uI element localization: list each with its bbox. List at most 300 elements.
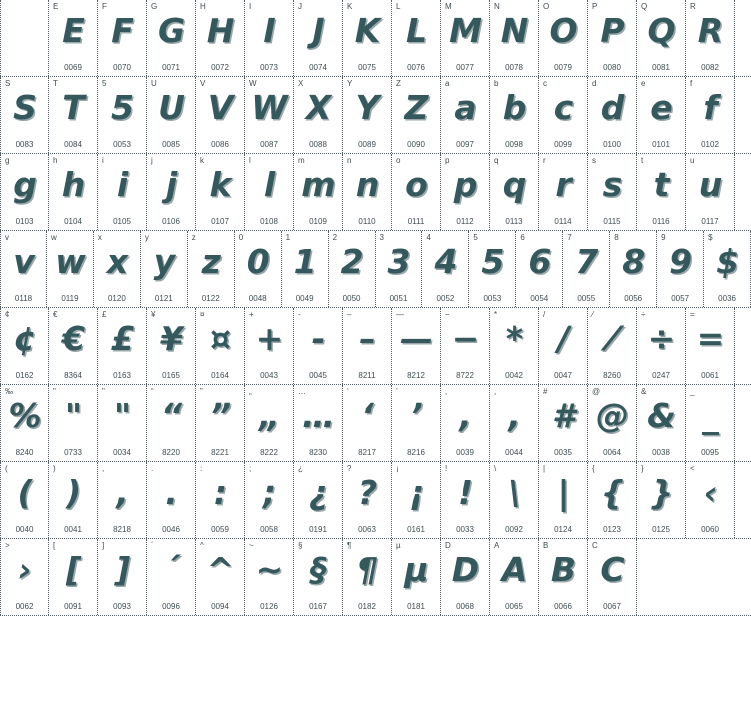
charmap-cell[interactable] xyxy=(343,385,392,461)
char-label: R xyxy=(690,2,696,11)
charmap-cell[interactable] xyxy=(441,462,490,538)
charmap-cell[interactable] xyxy=(469,231,516,307)
charmap-cell[interactable] xyxy=(392,154,441,230)
char-glyph: ^ xyxy=(206,550,234,589)
char-label: − xyxy=(445,310,450,319)
charmap-cell[interactable] xyxy=(539,539,588,615)
char-code: 0067 xyxy=(603,602,621,611)
char-label: . xyxy=(151,464,154,473)
char-code: 0043 xyxy=(260,371,278,380)
charmap-cell[interactable] xyxy=(245,154,294,230)
char-label: d xyxy=(592,79,597,88)
char-code: 0162 xyxy=(15,371,34,380)
charmap-cell[interactable] xyxy=(294,539,343,615)
charmap-cell[interactable] xyxy=(98,385,147,461)
char-glyph: x xyxy=(106,242,128,281)
char-glyph: − xyxy=(451,319,479,358)
char-glyph: S xyxy=(13,88,36,127)
charmap-cell[interactable] xyxy=(98,154,147,230)
charmap-cell[interactable] xyxy=(441,0,490,76)
charmap-cell[interactable] xyxy=(392,308,441,384)
char-code: 8364 xyxy=(64,371,82,380)
char-label: Z xyxy=(396,79,401,88)
char-label: U xyxy=(151,79,157,88)
char-glyph: X xyxy=(305,88,331,127)
charmap-cell[interactable] xyxy=(686,462,735,538)
char-label: i xyxy=(102,156,104,165)
charmap-cell[interactable] xyxy=(539,154,588,230)
char-label: e xyxy=(641,79,646,88)
char-label: C xyxy=(592,541,598,550)
char-label: ⁄ xyxy=(592,310,594,319)
char-glyph: € xyxy=(62,319,84,358)
char-glyph: g xyxy=(13,165,36,204)
charmap-cell[interactable] xyxy=(490,462,539,538)
charmap-cell[interactable] xyxy=(98,308,147,384)
char-code: 0036 xyxy=(718,294,736,303)
char-glyph: E xyxy=(62,11,84,50)
charmap-cell[interactable] xyxy=(392,539,441,615)
char-glyph: I xyxy=(263,11,275,50)
charmap-cell[interactable] xyxy=(610,231,657,307)
charmap-cell[interactable] xyxy=(94,231,141,307)
char-label: 8 xyxy=(614,233,619,242)
char-code: 0066 xyxy=(554,602,572,611)
charmap-cell[interactable] xyxy=(343,539,392,615)
char-glyph: 5 xyxy=(481,242,504,281)
charmap-cell[interactable] xyxy=(0,154,49,230)
char-glyph: 8 xyxy=(622,242,645,281)
char-code: 0106 xyxy=(162,217,180,226)
char-label: # xyxy=(543,387,548,396)
charmap-cell[interactable] xyxy=(539,77,588,153)
char-glyph: + xyxy=(255,319,283,358)
charmap-cell[interactable] xyxy=(49,385,98,461)
charmap-cell[interactable] xyxy=(49,308,98,384)
char-code: 0075 xyxy=(358,63,376,72)
char-glyph: ⁄ xyxy=(609,319,615,358)
char-label: T xyxy=(53,79,58,88)
char-glyph: c xyxy=(553,88,573,127)
charmap-cell[interactable] xyxy=(343,77,392,153)
char-code: 0125 xyxy=(652,525,670,534)
char-code: 0116 xyxy=(652,217,670,226)
char-glyph: H xyxy=(206,11,234,50)
charmap-cell[interactable] xyxy=(490,154,539,230)
char-code: 0053 xyxy=(113,140,131,149)
char-glyph: ” xyxy=(209,396,231,435)
charmap-cell[interactable] xyxy=(98,462,147,538)
char-glyph: ] xyxy=(114,550,130,589)
char-label: ‰ xyxy=(5,387,13,396)
charmap-cell[interactable] xyxy=(147,0,196,76)
char-glyph: F xyxy=(111,11,133,50)
charmap-cell[interactable] xyxy=(392,77,441,153)
char-glyph: w xyxy=(55,242,85,281)
charmap-cell[interactable] xyxy=(147,154,196,230)
charmap-cell[interactable] xyxy=(141,231,188,307)
charmap-cell[interactable] xyxy=(686,77,735,153)
char-glyph: L xyxy=(405,11,427,50)
char-code: 0124 xyxy=(554,525,572,534)
char-code: 0163 xyxy=(113,371,131,380)
char-code: 0065 xyxy=(505,602,523,611)
charmap-cell[interactable] xyxy=(0,539,49,615)
charmap-cell[interactable] xyxy=(588,0,637,76)
char-code: 0062 xyxy=(15,602,34,611)
char-glyph: M xyxy=(449,11,481,50)
charmap-cell[interactable] xyxy=(588,462,637,538)
char-glyph: / xyxy=(557,319,569,358)
char-glyph: ! xyxy=(457,473,473,512)
charmap-row xyxy=(0,385,751,462)
char-glyph: ¶ xyxy=(357,550,377,589)
charmap-cell[interactable] xyxy=(0,231,47,307)
char-label: " xyxy=(53,387,56,396)
charmap-cell[interactable] xyxy=(49,154,98,230)
char-label: N xyxy=(494,2,500,11)
char-code: 8221 xyxy=(211,448,229,457)
char-code: 0096 xyxy=(162,602,180,611)
char-code: 0057 xyxy=(671,294,690,303)
charmap-cell[interactable] xyxy=(343,154,392,230)
char-label: K xyxy=(347,2,353,11)
char-label: q xyxy=(494,156,499,165)
char-label: $ xyxy=(708,233,713,242)
charmap-cell[interactable] xyxy=(294,308,343,384)
charmap-row xyxy=(0,154,751,231)
charmap-cell[interactable] xyxy=(147,308,196,384)
charmap-cell[interactable] xyxy=(245,539,294,615)
char-glyph: Z xyxy=(404,88,428,127)
charmap-cell[interactable] xyxy=(147,539,196,615)
char-code: 0092 xyxy=(505,525,523,534)
char-glyph: µ xyxy=(404,550,428,589)
char-label: > xyxy=(5,541,10,550)
char-code: 0088 xyxy=(309,140,327,149)
char-label: m xyxy=(298,156,305,165)
char-label: y xyxy=(144,233,149,242)
char-code: 0103 xyxy=(15,217,34,226)
charmap-cell[interactable] xyxy=(196,0,245,76)
charmap-cell[interactable] xyxy=(704,231,751,307)
char-label: j xyxy=(151,156,153,165)
char-label: ’ xyxy=(396,387,398,396)
charmap-cell[interactable] xyxy=(196,462,245,538)
charmap-cell[interactable] xyxy=(196,385,245,461)
charmap-cell[interactable] xyxy=(196,77,245,153)
char-code: 0044 xyxy=(505,448,523,457)
char-glyph: . xyxy=(165,473,177,512)
charmap-cell[interactable] xyxy=(196,539,245,615)
char-code: 0108 xyxy=(260,217,278,226)
char-glyph: * xyxy=(505,319,523,358)
char-glyph: z xyxy=(201,242,220,281)
char-glyph: " xyxy=(113,396,131,435)
char-code: 0161 xyxy=(407,525,425,534)
charmap-cell[interactable] xyxy=(422,231,469,307)
char-glyph: a xyxy=(454,88,476,127)
charmap-cell[interactable] xyxy=(343,462,392,538)
char-code: 0119 xyxy=(61,294,79,303)
charmap-cell[interactable] xyxy=(196,154,245,230)
char-glyph: t xyxy=(653,165,669,204)
charmap-cell[interactable] xyxy=(441,77,490,153)
char-label: o xyxy=(396,156,401,165)
charmap-cell[interactable] xyxy=(637,77,686,153)
charmap-cell[interactable] xyxy=(657,231,704,307)
charmap-cell[interactable] xyxy=(196,308,245,384)
char-glyph: … xyxy=(302,396,334,435)
char-glyph: 0 xyxy=(246,242,269,281)
char-label: g xyxy=(5,156,10,165)
charmap-cell[interactable] xyxy=(98,0,147,76)
char-code: 0100 xyxy=(603,140,621,149)
charmap-cell[interactable] xyxy=(490,539,539,615)
char-glyph: D xyxy=(451,550,479,589)
char-label: s xyxy=(592,156,596,165)
charmap-cell[interactable] xyxy=(686,0,735,76)
char-glyph: R xyxy=(697,11,723,50)
char-glyph: | xyxy=(557,473,569,512)
char-label: ¢ xyxy=(5,310,10,319)
charmap-cell[interactable] xyxy=(637,462,686,538)
char-label: Q xyxy=(641,2,648,11)
char-label: ; xyxy=(249,464,252,473)
charmap-cell[interactable] xyxy=(245,385,294,461)
charmap-cell[interactable] xyxy=(147,462,196,538)
charmap-cell[interactable] xyxy=(245,308,294,384)
char-code: 8218 xyxy=(113,525,131,534)
char-glyph: – xyxy=(359,319,375,358)
charmap-cell[interactable] xyxy=(539,0,588,76)
char-glyph: W xyxy=(251,88,287,127)
char-code: 0080 xyxy=(603,63,621,72)
char-glyph: 4 xyxy=(434,242,457,281)
charmap-cell[interactable] xyxy=(343,308,392,384)
char-label: ¥ xyxy=(151,310,156,319)
charmap-cell[interactable] xyxy=(637,308,686,384)
char-label: b xyxy=(494,79,499,88)
char-glyph: ‹ xyxy=(703,473,717,512)
charmap-cell[interactable] xyxy=(49,0,98,76)
char-label: " xyxy=(102,387,105,396)
charmap-cell[interactable] xyxy=(441,308,490,384)
charmap-cell[interactable] xyxy=(539,308,588,384)
charmap-cell[interactable] xyxy=(282,231,329,307)
charmap-cell[interactable] xyxy=(539,462,588,538)
char-glyph: Q xyxy=(647,11,675,50)
char-label: ‘ xyxy=(347,387,349,396)
char-label: § xyxy=(298,541,303,550)
char-code: 0122 xyxy=(201,294,220,303)
char-label: — xyxy=(396,310,404,319)
char-label: = xyxy=(690,310,695,319)
char-label: G xyxy=(151,2,158,11)
charmap-cell[interactable] xyxy=(686,154,735,230)
char-code: 8212 xyxy=(407,371,425,380)
char-glyph: ; xyxy=(262,473,276,512)
charmap-cell[interactable] xyxy=(294,0,343,76)
charmap-cell[interactable] xyxy=(49,462,98,538)
charmap-cell[interactable] xyxy=(0,385,49,461)
char-code: 0087 xyxy=(260,140,278,149)
char-code: 0086 xyxy=(211,140,229,149)
char-label: z xyxy=(191,233,196,242)
char-label: 3 xyxy=(379,233,384,242)
charmap-cell[interactable] xyxy=(245,77,294,153)
char-glyph: o xyxy=(405,165,427,204)
charmap-cell[interactable] xyxy=(147,385,196,461)
charmap-cell[interactable] xyxy=(686,385,735,461)
charmap-cell[interactable] xyxy=(490,0,539,76)
charmap-cell[interactable] xyxy=(294,385,343,461)
charmap-cell[interactable] xyxy=(245,0,294,76)
char-code: 0093 xyxy=(113,602,131,611)
charmap-cell[interactable] xyxy=(588,77,637,153)
charmap-cell[interactable] xyxy=(147,77,196,153)
char-label: £ xyxy=(102,310,107,319)
char-code: 0117 xyxy=(701,217,719,226)
charmap-cell[interactable] xyxy=(490,77,539,153)
char-label: “ xyxy=(151,387,154,396)
char-code: 0061 xyxy=(701,371,719,380)
char-glyph: K xyxy=(354,11,380,50)
char-glyph: ) xyxy=(65,473,81,512)
char-code: 0033 xyxy=(456,525,474,534)
charmap-cell[interactable] xyxy=(98,539,147,615)
char-code: 0126 xyxy=(260,602,278,611)
char-code: 0101 xyxy=(652,140,670,149)
char-code: 0079 xyxy=(554,63,572,72)
char-code: 0090 xyxy=(407,140,425,149)
char-label: f xyxy=(690,79,693,88)
char-label: O xyxy=(543,2,550,11)
char-glyph: C xyxy=(600,550,624,589)
char-label: ÷ xyxy=(641,310,646,319)
char-label: h xyxy=(53,156,58,165)
char-label: p xyxy=(445,156,450,165)
char-code: 0034 xyxy=(113,448,131,457)
char-label: < xyxy=(690,464,695,473)
charmap-cell[interactable] xyxy=(588,308,637,384)
char-glyph: f xyxy=(703,88,717,127)
charmap-cell[interactable] xyxy=(47,231,94,307)
char-code: 0060 xyxy=(701,525,719,534)
char-glyph: ‘ xyxy=(361,396,373,435)
char-label: I xyxy=(249,2,252,11)
char-label: * xyxy=(494,310,498,319)
charmap-cell[interactable] xyxy=(235,231,282,307)
charmap-cell[interactable] xyxy=(343,0,392,76)
char-glyph: % xyxy=(8,396,41,435)
char-code: 0077 xyxy=(456,63,474,72)
char-label: J xyxy=(298,2,302,11)
char-glyph: G xyxy=(157,11,185,50)
charmap-cell[interactable] xyxy=(49,77,98,153)
charmap-cell[interactable] xyxy=(0,462,49,538)
charmap-cell[interactable] xyxy=(637,385,686,461)
charmap-cell[interactable] xyxy=(329,231,376,307)
charmap-cell[interactable] xyxy=(294,154,343,230)
char-code: 0041 xyxy=(64,525,82,534)
charmap-cell[interactable] xyxy=(490,385,539,461)
char-glyph: , xyxy=(508,396,520,435)
charmap-cell[interactable] xyxy=(0,0,49,76)
char-glyph: $ xyxy=(716,242,739,281)
char-code: 0109 xyxy=(309,217,327,226)
charmap-cell[interactable] xyxy=(441,385,490,461)
char-glyph: s xyxy=(602,165,622,204)
charmap-cell[interactable] xyxy=(0,77,49,153)
charmap-cell[interactable] xyxy=(392,385,441,461)
charmap-cell[interactable] xyxy=(188,231,235,307)
charmap-cell[interactable] xyxy=(490,308,539,384)
char-code: 0040 xyxy=(15,525,34,534)
charmap-cell[interactable] xyxy=(441,154,490,230)
charmap-cell[interactable] xyxy=(588,539,637,615)
char-label: @ xyxy=(592,387,601,396)
char-glyph: } xyxy=(649,473,673,512)
char-label: 0 xyxy=(238,233,244,242)
char-code: 0164 xyxy=(211,371,229,380)
charmap-cell[interactable] xyxy=(637,0,686,76)
charmap-cell[interactable] xyxy=(516,231,563,307)
char-code: 8230 xyxy=(309,448,327,457)
charmap-cell[interactable] xyxy=(588,154,637,230)
char-code: 0112 xyxy=(456,217,474,226)
char-code: 0099 xyxy=(554,140,572,149)
char-code: 8240 xyxy=(15,448,34,457)
charmap-cell[interactable] xyxy=(49,539,98,615)
charmap-cell[interactable] xyxy=(441,539,490,615)
char-code: 0084 xyxy=(64,140,82,149)
charmap-cell[interactable] xyxy=(376,231,423,307)
char-glyph: “ xyxy=(160,396,182,435)
charmap-cell[interactable] xyxy=(637,154,686,230)
char-code: 0085 xyxy=(162,140,180,149)
char-glyph: l xyxy=(263,165,275,204)
charmap-cell[interactable] xyxy=(0,308,49,384)
char-label: v xyxy=(5,233,9,242)
char-label: A xyxy=(494,541,500,550)
charmap-cell[interactable] xyxy=(98,77,147,153)
char-label: 6 xyxy=(520,233,525,242)
char-label: 1 xyxy=(285,233,291,242)
charmap-cell[interactable] xyxy=(392,0,441,76)
char-label: t xyxy=(641,156,644,165)
charmap-cell[interactable] xyxy=(539,385,588,461)
char-glyph: ´ xyxy=(163,550,179,589)
char-code: 0063 xyxy=(358,525,376,534)
char-code: 0038 xyxy=(652,448,670,457)
charmap-cell[interactable] xyxy=(294,77,343,153)
charmap-cell[interactable] xyxy=(588,385,637,461)
char-label: 5 xyxy=(102,79,107,88)
charmap-cell[interactable] xyxy=(392,462,441,538)
char-glyph: - xyxy=(311,319,325,358)
charmap-row xyxy=(0,0,751,77)
charmap-cell[interactable] xyxy=(245,462,294,538)
charmap-cell[interactable] xyxy=(563,231,610,307)
char-label: [ xyxy=(53,541,56,550)
charmap-cell[interactable] xyxy=(686,308,735,384)
char-glyph: B xyxy=(550,550,576,589)
charmap-cell[interactable] xyxy=(294,462,343,538)
char-code: 0047 xyxy=(554,371,572,380)
char-label: w xyxy=(50,233,57,242)
char-label: 9 xyxy=(661,233,666,242)
